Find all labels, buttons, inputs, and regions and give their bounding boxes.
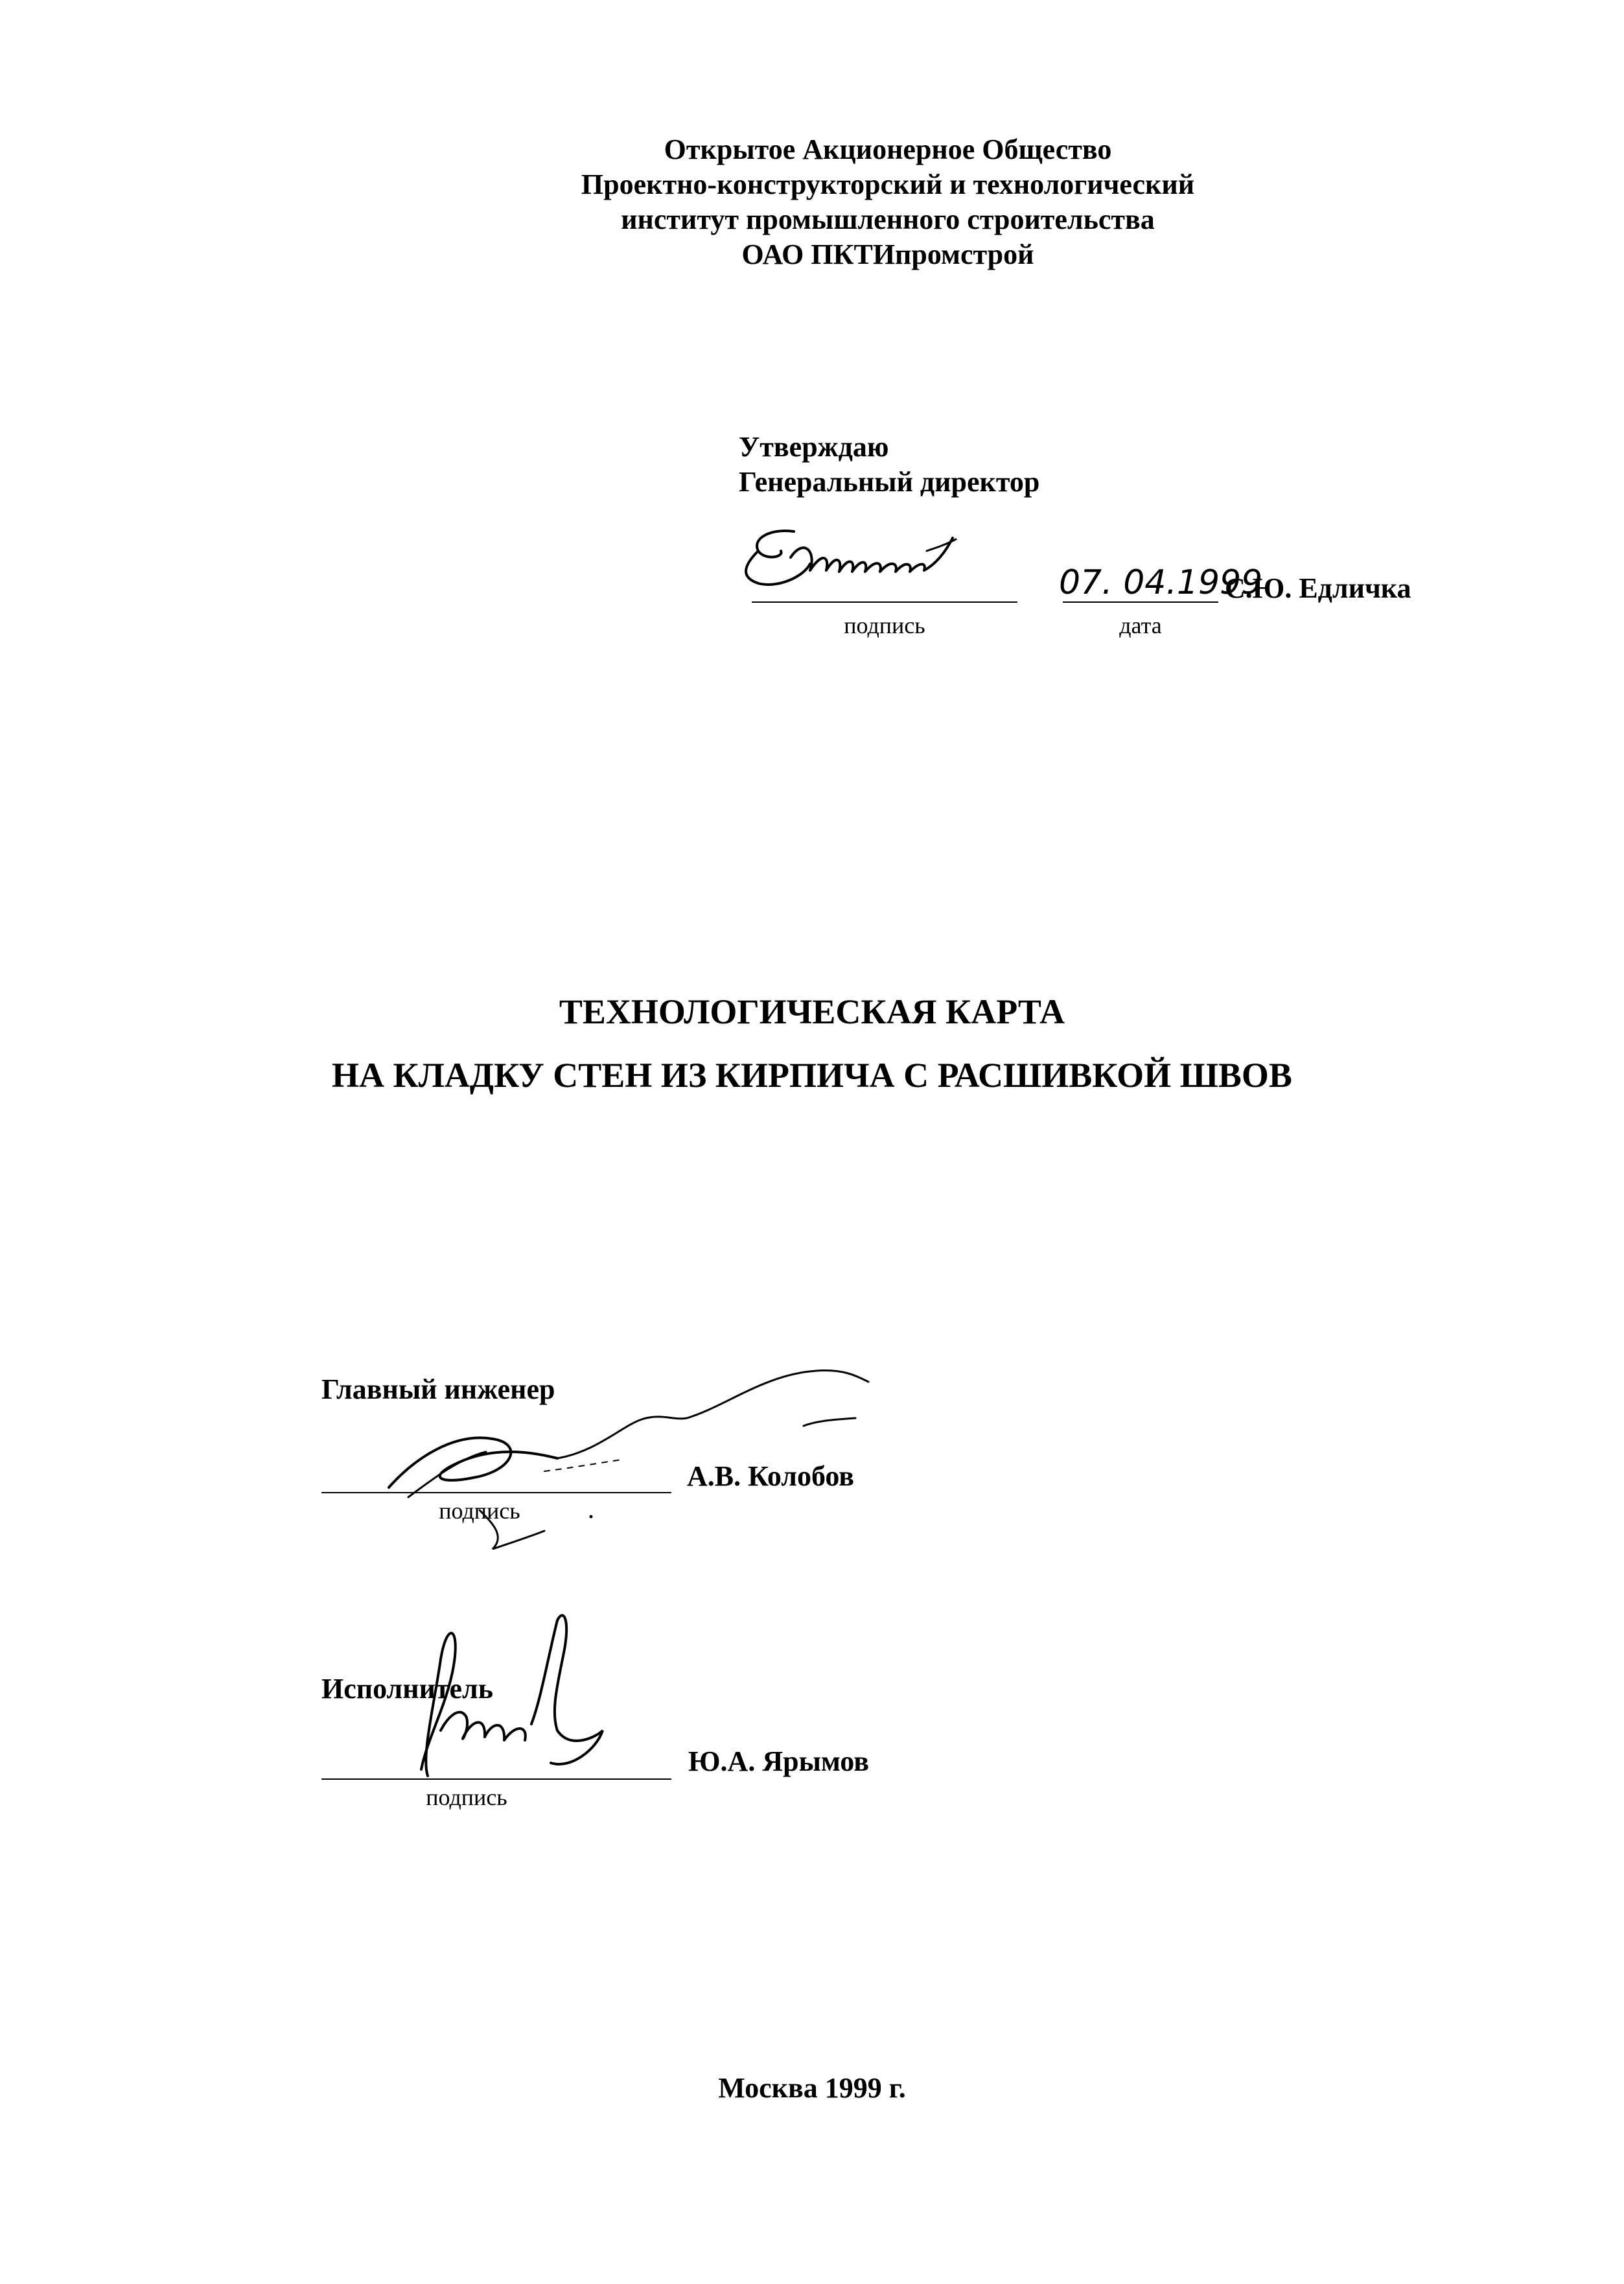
executor-name: Ю.А. Ярымов — [688, 1745, 869, 1777]
city-year: Москва 1999 г. — [718, 2072, 906, 2104]
chief-engineer-role: Главный инженер — [321, 1373, 555, 1405]
executor-role: Исполнитель — [321, 1673, 494, 1705]
handwritten-date — [1056, 557, 1263, 603]
date-line — [1063, 601, 1218, 603]
approve-word: Утверждаю — [739, 431, 889, 463]
executor-signature — [402, 1607, 622, 1802]
date-caption: дата — [1119, 612, 1162, 638]
handwritten-date-text: 07. 04.1999 — [1059, 563, 1263, 602]
director-name: С.Ю. Едличка — [1225, 572, 1411, 604]
chief-engineer-signature — [363, 1348, 894, 1562]
executor-signature-caption: подпись — [426, 1784, 507, 1810]
org-line-3: институт промышленного строительства — [621, 204, 1155, 235]
chief-engineer-signature-line — [321, 1492, 671, 1493]
title-line-2: НА КЛАДКУ СТЕН ИЗ КИРПИЧА С РАСШИВКОЙ ШВОВ — [332, 1056, 1292, 1095]
director-signature-line — [752, 601, 1017, 603]
chief-engineer-signature-caption: подпись — [439, 1498, 520, 1524]
org-line-1: Открытое Акционерное Общество — [664, 134, 1112, 165]
chief-engineer-name: А.В. Колобов — [687, 1460, 855, 1492]
title-line-1: ТЕХНОЛОГИЧЕСКАЯ КАРТА — [559, 992, 1065, 1031]
director-signature — [732, 512, 1017, 609]
org-line-4: ОАО ПКТИпромстрой — [741, 239, 1034, 270]
director-signature-caption: подпись — [844, 612, 925, 638]
org-line-2: Проектно-конструкторский и технологический — [581, 169, 1195, 200]
director-position: Генеральный директор — [739, 466, 1040, 498]
executor-signature-line — [321, 1778, 671, 1780]
